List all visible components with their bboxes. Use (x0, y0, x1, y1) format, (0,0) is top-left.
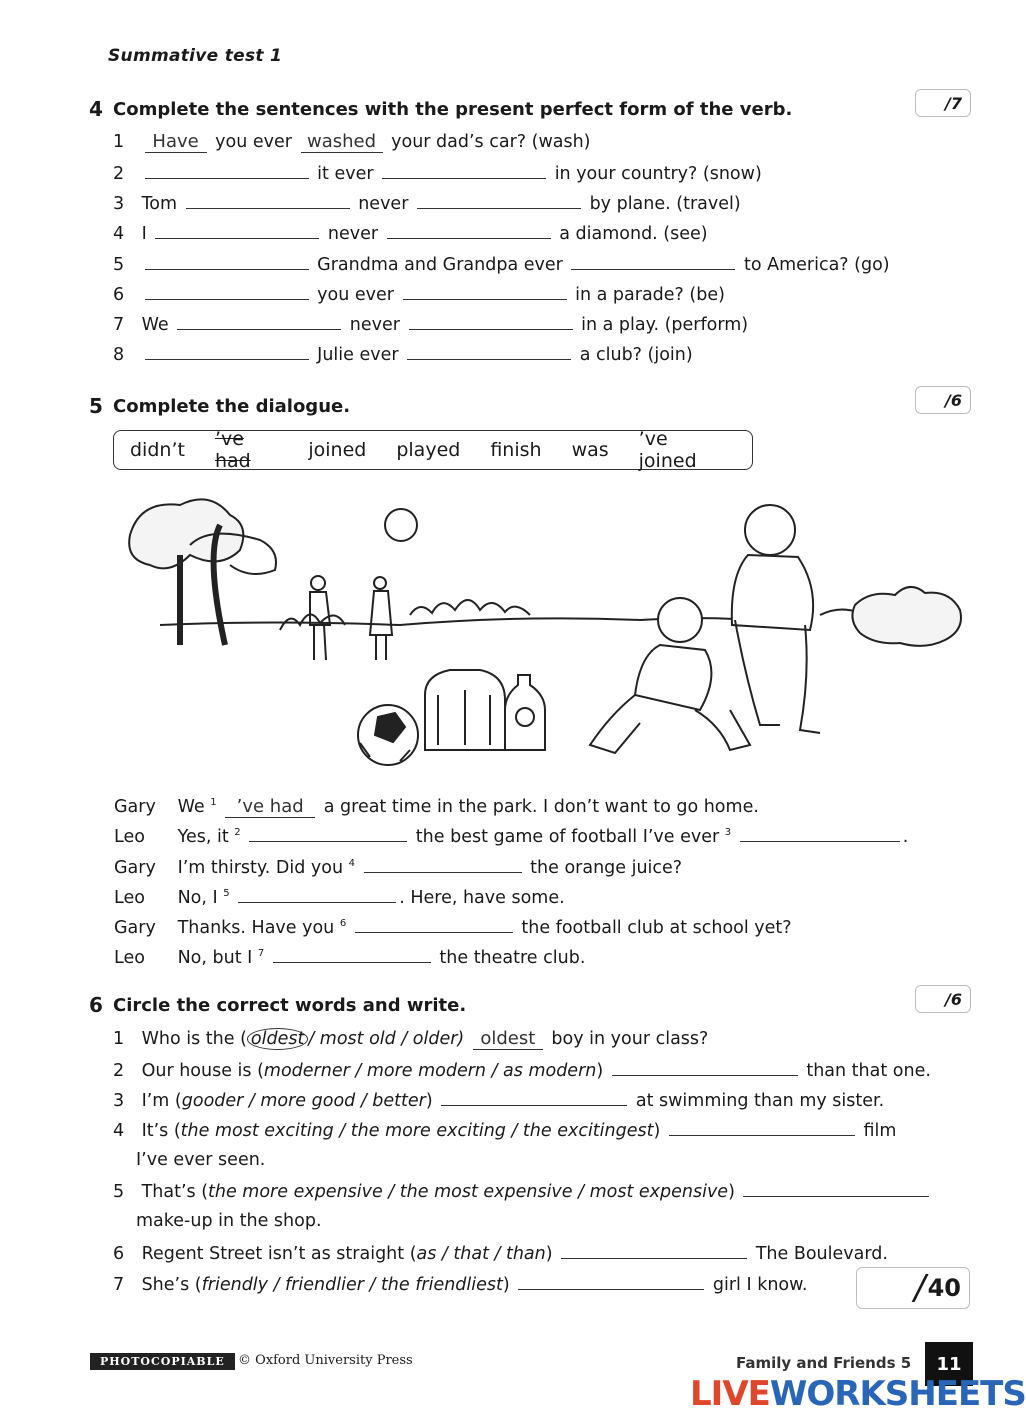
word-bank-item: didn’t (130, 439, 185, 461)
s4-item-3-blank-1[interactable] (186, 192, 350, 209)
speaker-leo: Leo (114, 947, 145, 968)
section-4-number: 4 (89, 97, 103, 121)
s6-item-5-options[interactable]: the more expensive / the most expensive / most expensive (208, 1182, 729, 1202)
liveworksheets-watermark: LIVEWORKSHEETS (690, 1374, 1026, 1414)
dialogue-line-2: Leo Yes, it $^2$ the best game of football I’ve ever $^3$ . (114, 826, 909, 847)
s6-item-5: 5 That’s (the more expensive / the most expensive / most expensive) (113, 1180, 932, 1203)
s4-item-5: 5 Grandma and Grandpa ever to America? (go) (113, 255, 890, 275)
section-6-score-box: /6 (915, 985, 971, 1013)
s4-item-2-blank-2[interactable] (382, 162, 546, 179)
s4-item-4: 4 I never a diamond. (see) (113, 224, 708, 244)
s4-item-2-blank-1[interactable] (145, 162, 309, 179)
s6-item-7-options[interactable]: friendly / friendlier / the friendliest (201, 1275, 503, 1295)
s6-item-5-blank[interactable] (743, 1180, 929, 1197)
s4-item-8: 8 Julie ever a club? (join) (113, 345, 693, 365)
s6-item-3-options[interactable]: gooder / more good / better (181, 1091, 426, 1111)
section-5-score-box: /6 (915, 386, 971, 414)
s6-item-1-answer[interactable]: oldest (473, 1029, 543, 1050)
s6-item-4-line-2: I’ve ever seen. (136, 1150, 266, 1170)
dialogue-blank-4[interactable] (364, 856, 522, 873)
dialogue-line-4: Leo No, I $^5$ . Here, have some. (114, 887, 565, 908)
s4-item-4-blank-2[interactable] (387, 222, 551, 239)
s4-item-7-blank-2[interactable] (409, 313, 573, 330)
speaker-gary: Gary (114, 857, 156, 878)
s6-item-4: 4 It’s (the most exciting / the more exciting / the excitingest) film (113, 1121, 897, 1141)
word-bank-item: played (396, 439, 461, 461)
dialogue-blank-6[interactable] (355, 916, 513, 933)
s4-item-7: 7 We never in a play. (perform) (113, 315, 749, 335)
park-illustration (120, 495, 970, 775)
s6-item-3-blank[interactable] (441, 1089, 627, 1106)
s4-item-2: 2 it ever in your country? (snow) (113, 164, 762, 184)
copyright-text: © Oxford University Press (238, 1353, 413, 1368)
dialogue-line-1: Gary We $^1$ ’ve had a great time in the park. I don’t want to go home. (114, 795, 759, 817)
circled-answer[interactable]: oldest (247, 1028, 308, 1050)
dialogue-answer-1[interactable]: ’ve had (225, 797, 315, 818)
s6-item-6-blank[interactable] (561, 1242, 747, 1259)
section-5-number: 5 (89, 394, 103, 418)
s6-item-6-options[interactable]: as / that / than (416, 1244, 546, 1264)
s4-item-6-blank-1[interactable] (145, 283, 309, 300)
s6-item-5-line-2: make-up in the shop. (136, 1211, 322, 1231)
s6-item-7: 7 She’s (friendly / friendlier / the friendliest) girl I know. (113, 1275, 808, 1295)
dialogue-line-3: Gary I’m thirsty. Did you $^4$ the orange juice? (114, 857, 683, 878)
backpack-icon (425, 670, 505, 750)
football-icon (358, 705, 418, 765)
s4-item-4-blank-1[interactable] (155, 222, 319, 239)
word-bank-item: finish (490, 439, 542, 461)
s4-item-7-blank-1[interactable] (177, 313, 341, 330)
s6-item-2-options[interactable]: moderner / more modern / as modern (263, 1061, 597, 1081)
speaker-gary: Gary (114, 917, 156, 938)
speaker-gary: Gary (114, 796, 156, 817)
s4-item-3: 3 Tom never by plane. (travel) (113, 194, 741, 214)
dialogue-blank-7[interactable] (273, 946, 431, 963)
distant-people (310, 576, 392, 660)
s4-item-6-blank-2[interactable] (403, 283, 567, 300)
s6-item-2-blank[interactable] (612, 1059, 798, 1076)
section-6-title: Circle the correct words and write. (113, 995, 467, 1016)
section-5-title: Complete the dialogue. (113, 396, 351, 417)
s6-item-6: 6 Regent Street isn’t as straight (as / that / than) The Boulevard. (113, 1244, 888, 1264)
section-4-score-box: /7 (915, 89, 971, 117)
s4-item-1: 1 Have you ever washed your dad’s car? (wash) (113, 131, 591, 152)
sun-icon (385, 509, 417, 541)
page-number: 11 (925, 1342, 973, 1386)
s6-item-7-blank[interactable] (518, 1273, 704, 1290)
s4-item-6: 6 you ever in a parade? (be) (113, 285, 725, 305)
s6-item-1: 1 Who is the ( oldest / most old / older) oldest boy in your class? (113, 1028, 709, 1049)
s6-item-2: 2 Our house is (moderner / more modern / as modern) than that one. (113, 1061, 931, 1081)
section-4-title: Complete the sentences with the present perfect form of the verb. (113, 99, 793, 120)
word-bank-item: was (571, 439, 609, 461)
juice-bottle-icon (505, 675, 545, 750)
s6-item-4-options[interactable]: the most exciting / the more exciting / the excitingest (180, 1121, 654, 1141)
s4-item-8-blank-2[interactable] (407, 343, 571, 360)
s6-item-4-blank[interactable] (669, 1119, 855, 1136)
word-bank-item: ’ve joined (638, 428, 697, 472)
dialogue-blank-3[interactable] (740, 825, 900, 842)
s4-item-5-blank-1[interactable] (145, 253, 309, 270)
s4-item-1-answer-2[interactable]: washed (301, 132, 383, 153)
total-score-slash: / (914, 1268, 926, 1308)
dialogue-line-6: Leo No, but I $^7$ the theatre club. (114, 947, 586, 968)
photocopiable-badge: PHOTOCOPIABLE (90, 1353, 235, 1370)
s4-item-5-blank-2[interactable] (571, 253, 735, 270)
section-6-number: 6 (89, 993, 103, 1017)
book-title: Family and Friends 5 (736, 1354, 912, 1372)
page-header-title: Summative test 1 (108, 46, 283, 66)
s6-item-3: 3 I’m (gooder / more good / better) at swimming than my sister. (113, 1091, 885, 1111)
speaker-leo: Leo (114, 887, 145, 908)
sitting-boy (590, 598, 750, 753)
standing-boy (732, 505, 820, 733)
s4-item-1-answer-1[interactable]: Have (145, 132, 207, 153)
word-bank-item-used: ’ve had (214, 428, 251, 472)
dialogue-blank-5[interactable] (238, 886, 396, 903)
dialogue-line-5: Gary Thanks. Have you $^6$ the football club at school yet? (114, 917, 792, 938)
word-bank (113, 430, 753, 470)
s4-item-8-blank-1[interactable] (145, 343, 309, 360)
word-bank-item: joined (308, 439, 367, 461)
s4-item-3-blank-2[interactable] (417, 192, 581, 209)
total-score-box (856, 1267, 970, 1309)
speaker-leo: Leo (114, 826, 145, 847)
dialogue-blank-2[interactable] (249, 825, 407, 842)
bush-right (852, 587, 961, 646)
total-score-value: 40 (927, 1274, 961, 1302)
